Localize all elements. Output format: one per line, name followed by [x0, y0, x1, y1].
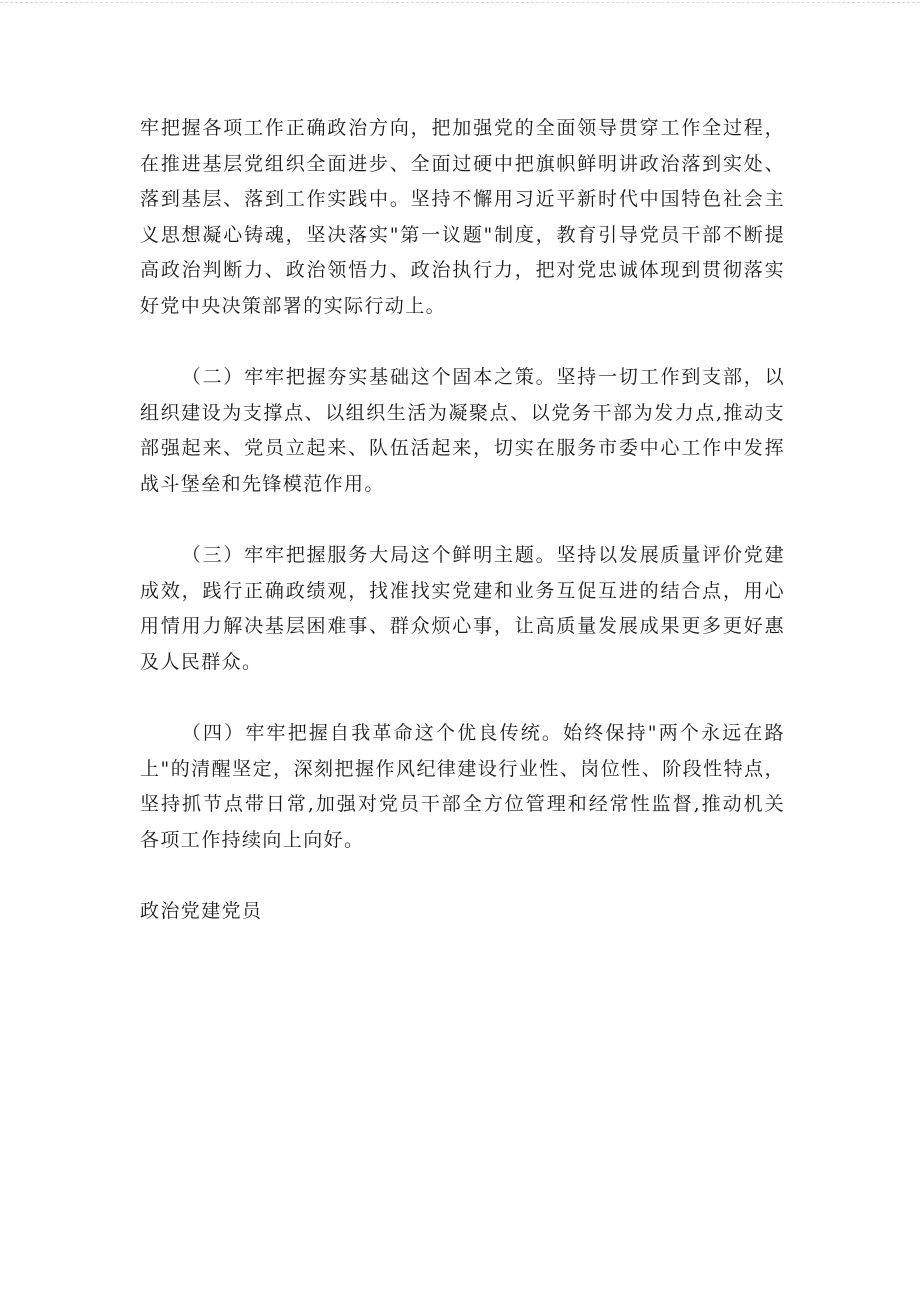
paragraph-section-2: （二）牢牢把握夯实基础这个固本之策。坚持一切工作到支部，以组织建设为支撑点、以组织生活为凝聚点、以党务干部为发力点,推动支部强起来、党员立起来、队伍活起来，切实在服务市委中心工作中发挥战斗堡垒和先锋模范作用。 — [140, 366, 785, 495]
paragraph-section-4: （四）牢牢把握自我革命这个优良传统。始终保持"两个永远在路上"的清醒坚定，深刻把握作风纪律建设行业性、岗位性、阶段性特点，坚持抓节点带日常,加强对党员干部全方位管理和经常性监督,推动机关各项工作持续向上向好。 — [140, 722, 785, 851]
document-tags: 政治党建党员 — [140, 900, 263, 922]
paragraph-continuation: 牢把握各项工作正确政治方向，把加强党的全面领导贯穿工作全过程，在推进基层党组织全面进步、全面过硬中把旗帜鲜明讲政治落到实处、落到基层、落到工作实践中。坚持不懈用习近平新时代中国特色社会主义思想凝心铸魂，坚决落实"第一议题"制度，教育引导党员干部不断提高政治判断力、政治领悟力、政治执行力，把对党忠诚体现到贯彻落实好党中央决策部署的实际行动上。 — [140, 117, 785, 317]
paragraph-section-3: （三）牢牢把握服务大局这个鲜明主题。坚持以发展质量评价党建成效，践行正确政绩观，找准找实党建和业务互促互进的结合点，用心用情用力解决基层困难事、群众烦心事，让高质量发展成果更多更好惠及人民群众。 — [140, 544, 785, 673]
document-body — [140, 111, 785, 930]
page-top-edge — [0, 2, 920, 3]
